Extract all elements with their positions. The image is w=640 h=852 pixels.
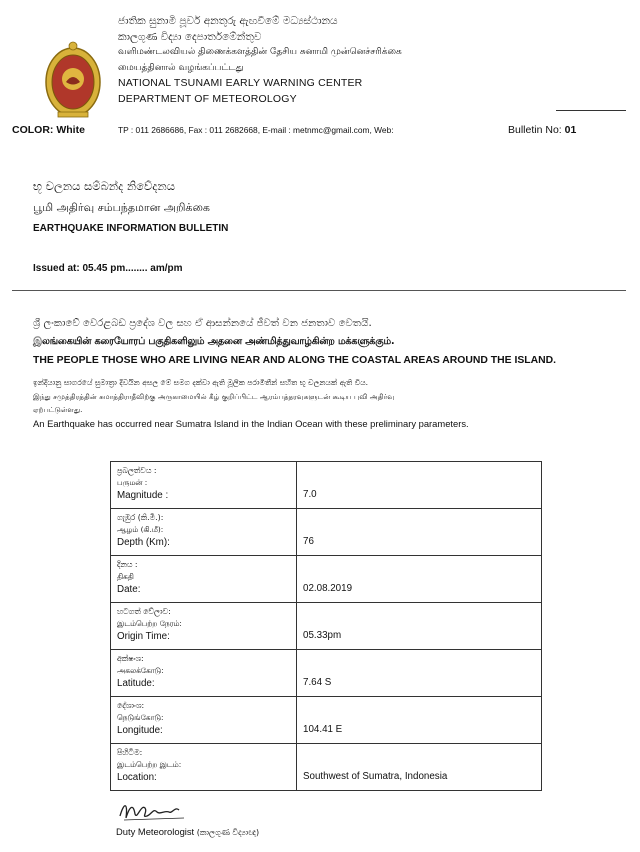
parameter-label-en: Latitude: xyxy=(117,678,155,689)
header-divider xyxy=(556,110,626,111)
color-code: COLOR: White xyxy=(12,124,85,136)
duty-english: Duty Meteorologist xyxy=(116,826,197,837)
issued-time: Issued at: 05.45 pm........ am/pm xyxy=(33,263,183,274)
table-row xyxy=(111,556,542,603)
parameter-label-cell xyxy=(111,744,297,791)
parameter-label-si: දේශාංශ: xyxy=(117,701,145,710)
parameter-value: 76 xyxy=(297,509,542,556)
org-tamil-line-2: மையத்தினால் வழங்கப்பட்டது xyxy=(118,62,244,73)
parameter-label-cell xyxy=(111,697,297,744)
parameter-label-cell xyxy=(111,603,297,650)
signature xyxy=(116,796,200,824)
duty-sinhala: (කාලගුණ විද්‍යාඥ) xyxy=(196,828,260,837)
table-row xyxy=(111,697,542,744)
parameter-label-ta: இடம்பெற்ற நேரம்: xyxy=(117,619,182,628)
contact-info-line xyxy=(12,124,628,136)
notice-tamil: இலங்கையின் கரையோரப் பகுதிகளிலும் அதனை அண்மித்துவாழ்கின்ற மக்களுக்கும். xyxy=(33,336,395,347)
section-divider xyxy=(12,290,626,291)
table-row xyxy=(111,509,542,556)
bulletin-number xyxy=(508,124,576,136)
parameter-label-si: ප්‍රබලත්වය : xyxy=(117,466,157,475)
notice-sinhala: ශ්‍රී ලංකාවේ වෙරළබඩ ප්‍රදේශ වල සහ ඒ ආසන්නයේ ජීවත් වන ජනතාව වෙතයි. xyxy=(33,318,372,329)
table-row xyxy=(111,650,542,697)
parameter-label-si: පිහිටීම: xyxy=(117,748,143,757)
earthquake-parameters-table xyxy=(110,461,542,791)
description-tamil-1: இந்து சமுத்திரத்தின் சுமாத்திராதீவிற்கு அருகாமையில் கீழ் குறிப்பிட்ட ஆரம்பத்தரவுகளுடன் கூடிய புவி அதிர்வு xyxy=(33,392,395,401)
org-tamil-line-1: வளிமண்டலவியல் திணைக்களத்தின் தேசிய சுனாமி முன்னெச்சரிக்கை xyxy=(118,47,402,58)
title-tamil: பூமி அதிர்வு சம்பந்தமான அறிக்கை xyxy=(33,201,210,214)
bulletin-label: Bulletin No: xyxy=(508,124,562,136)
parameter-label-cell xyxy=(111,509,297,556)
parameter-label-cell xyxy=(111,556,297,603)
table-row xyxy=(111,462,542,509)
parameter-value: 05.33pm xyxy=(297,603,542,650)
event-description xyxy=(33,376,633,432)
parameter-label-ta: இடம்பெற்ற இடம்: xyxy=(117,760,182,769)
bulletin-value: 01 xyxy=(564,124,577,136)
description-english: An Earthquake has occurred near Sumatra Island in the Indian Ocean with these preliminary parameters. xyxy=(33,418,469,429)
parameter-label-si: අක්ෂංශ: xyxy=(117,654,144,663)
description-tamil-2: ஏற்பட்டுள்ளது. xyxy=(33,405,83,414)
parameter-label-en: Date: xyxy=(117,584,141,595)
parameter-label-si: ගැඹුර (කි.මී.): xyxy=(117,513,164,522)
parameter-label-si: දිනය : xyxy=(117,560,138,569)
parameter-value: 104.41 E xyxy=(297,697,542,744)
parameter-label-ta: திகதி xyxy=(117,572,134,581)
sri-lanka-emblem xyxy=(42,38,104,122)
org-english-line-2: DEPARTMENT OF METEOROLOGY xyxy=(118,92,297,105)
audience-notice xyxy=(33,314,633,370)
table-row xyxy=(111,603,542,650)
parameter-label-cell xyxy=(111,462,297,509)
org-english-line-1: NATIONAL TSUNAMI EARLY WARNING CENTER xyxy=(118,77,363,90)
parameter-label-ta: அகலக்கோடு: xyxy=(117,666,164,675)
parameter-label-en: Location: xyxy=(117,772,157,783)
parameter-value: 02.08.2019 xyxy=(297,556,542,603)
bulletin-title xyxy=(33,176,228,239)
contact-details: TP : 011 2686686, Fax : 011 2682668, E-mail : metnmc@gmail.com, Web: xyxy=(118,125,394,135)
parameter-label-ta: நெடுங்கோடு: xyxy=(117,713,164,722)
parameter-label-cell xyxy=(111,650,297,697)
parameter-value: 7.64 S xyxy=(297,650,542,697)
parameter-value: Southwest of Sumatra, Indonesia xyxy=(297,744,542,791)
parameter-label-en: Magnitude : xyxy=(117,490,169,501)
header-organization xyxy=(118,14,478,108)
parameter-label-ta: ஆழம் (கி.மீ): xyxy=(117,525,164,534)
org-sinhala-line-2: කාලගුණ විද්‍යා දෙපාර්තමේන්තුව xyxy=(118,30,262,43)
notice-english: THE PEOPLE THOSE WHO ARE LIVING NEAR AND ALONG THE COASTAL AREAS AROUND THE ISLAND. xyxy=(33,355,557,366)
title-english: EARTHQUAKE INFORMATION BULLETIN xyxy=(33,223,229,234)
parameter-label-ta: பருமன் : xyxy=(117,478,148,487)
org-sinhala-line-1: ජාතික සුනාමි පූර්ව අනතුරු ඇඟවීමේ මධ්‍යස්ථානය xyxy=(118,15,338,27)
table-row xyxy=(111,744,542,791)
parameter-value: 7.0 xyxy=(297,462,542,509)
parameter-label-en: Longitude: xyxy=(117,725,163,736)
title-sinhala: භූ චලනය සම්බන්ද නිවේදනය xyxy=(33,179,176,193)
duty-meteorologist xyxy=(116,826,259,838)
parameter-label-en: Depth (Km): xyxy=(117,537,170,548)
parameter-label-en: Origin Time: xyxy=(117,631,170,642)
parameter-label-si: හටගත් වේලාව: xyxy=(117,607,171,616)
description-sinhala: ඉන්දියානු සාගරයේ සුමාත්‍රා දිවයින අසල මේ සමග දක්වා ඇති මූලික පරාමිතීන් සහිත භූ චලනයක් ඇති විය. xyxy=(33,378,369,387)
